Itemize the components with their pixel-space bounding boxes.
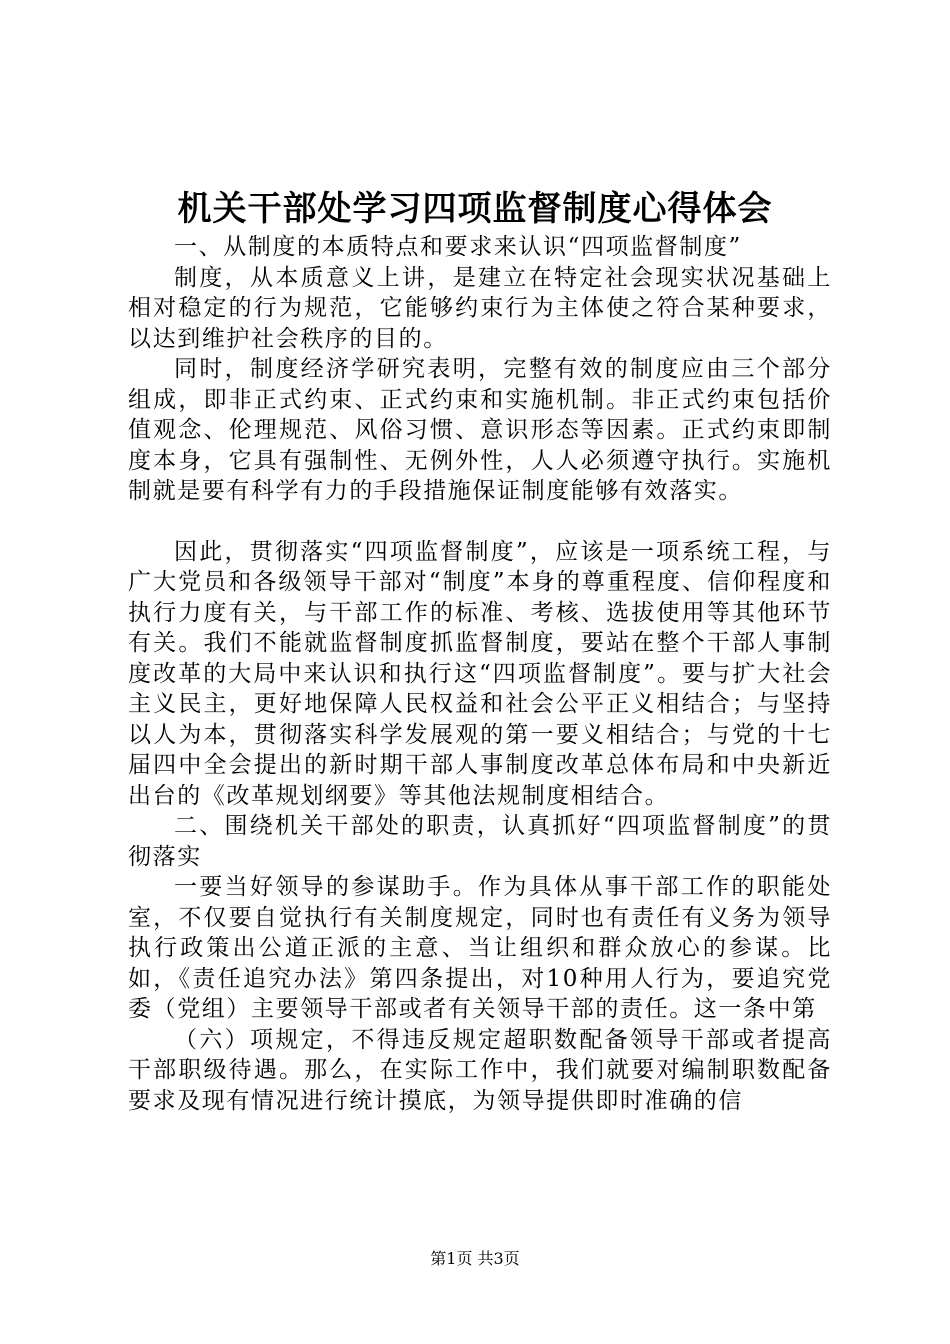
section-heading-1: 一、从制度的本质特点和要求来认识“四项监督制度” [174,234,742,260]
paragraph-economics: 同时，制度经济学研究表明，完整有效的制度应由三个部分组成，即非正式约束、正式约束和实施机制。非正式约束包括价值观念、伦理规范、风俗习惯、意识形态等因素。正式约束即制度本身，它具有强制性、无例外性，人人必须遵守执行。实施机制就是要有科学有力的手段措施保证制度能够有效落实。 [128,356,832,504]
document-body [128,232,832,1116]
page-number: 第1页 共3页 [430,1249,520,1268]
document-title: 机关干部处学习四项监督制度心得体会 [177,189,773,229]
section-heading-2: 二、围绕机关干部处的职责，认真抓好“四项监督制度”的贯彻落实 [128,813,832,870]
paragraph-advisor: 一要当好领导的参谋助手。作为具体从事干部工作的职能处室，不仅要自觉执行有关制度规定，同时也有责任有义务为领导执行政策出公道正派的主意、当让组织和群众放心的参谋。比如，《责任追究办法》第四条提出，对10种用人行为，要追究党委（党组）主要领导干部或者有关领导干部的责任。这一条中第 [128,874,832,1022]
paragraph-definition: 制度，从本质意义上讲，是建立在特定社会现实状况基础上相对稳定的行为规范，它能够约束行为主体使之符合某种要求，以达到维护社会秩序的目的。 [128,264,832,352]
paragraph-item-six: （六）项规定，不得违反规定超职数配备领导干部或者提高干部职级待遇。那么，在实际工作中，我们就要对编制职数配备要求及现有情况进行统计摸底，为领导提供即时准确的信 [128,1026,832,1114]
paragraph-therefore: 因此，贯彻落实“四项监督制度”，应该是一项系统工程，与广大党员和各级领导干部对“制度”本身的尊重程度、信仰程度和执行力度有关，与干部工作的标准、考核、选拔使用等其他环节有关。我们不能就监督制度抓监督制度，要站在整个干部人事制度改革的大局中来认识和执行这“四项监督制度”。要与扩大社会主义民主，更好地保障人民权益和社会公平正义相结合；与坚持以人为本，贯彻落实科学发展观的第一要义相结合；与党的十七届四中全会提出的新时期干部人事制度改革总体布局和中央新近出台的《改革规划纲要》等其他法规制度相结合。 [128,538,832,809]
